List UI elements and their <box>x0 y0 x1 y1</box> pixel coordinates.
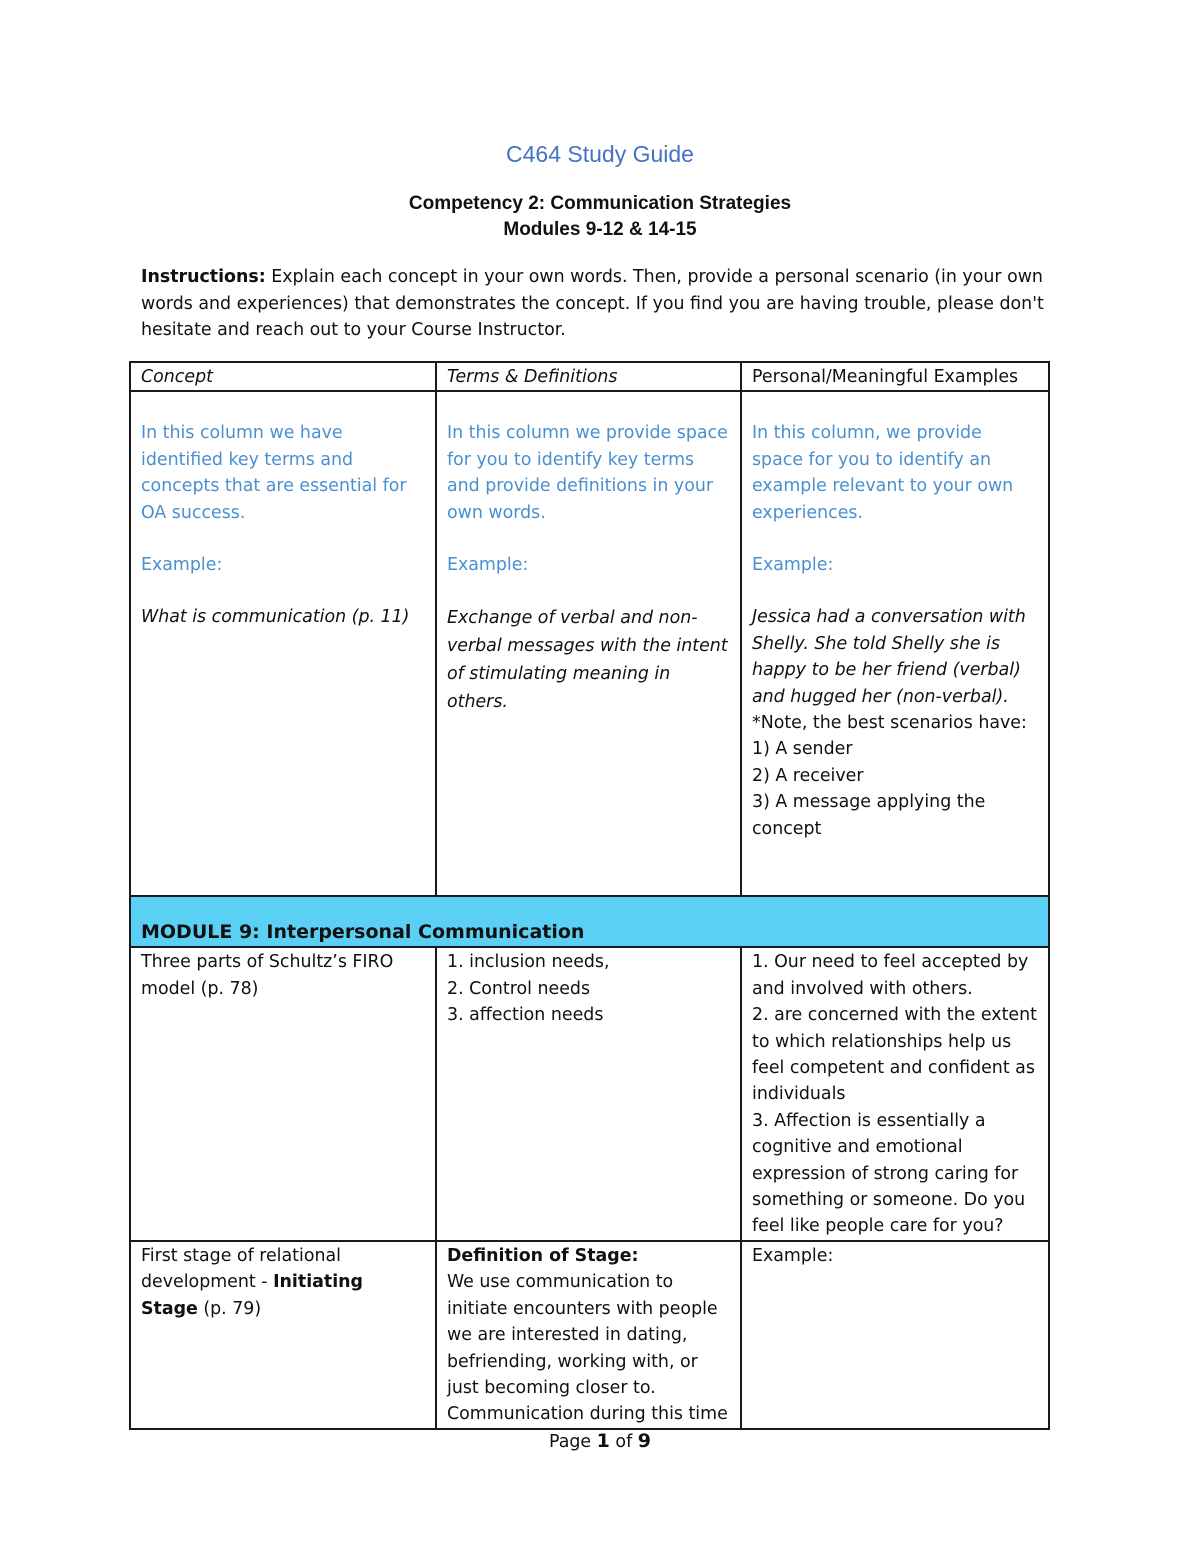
modules-heading: Modules 9-12 & 14-15 <box>503 219 697 240</box>
initiating-terms-label: Definition of Stage: <box>447 1245 639 1266</box>
scenario-tip-line: *Note, the best scenarios have: <box>752 713 1027 734</box>
module-9-cell <box>130 896 1049 947</box>
intro-examples-example-label: Example: <box>752 555 834 576</box>
firo-term: 2. Control needs <box>447 978 591 999</box>
intro-concept-cell <box>130 391 436 896</box>
firo-concept-cell: Three parts of Schultz’s FIRO model (p. 78) <box>130 947 436 1240</box>
initiating-example-label: Example: <box>752 1245 834 1266</box>
table-header-row <box>130 362 1049 391</box>
intro-row <box>130 391 1049 896</box>
firo-term: 1. inclusion needs, <box>447 952 610 973</box>
intro-terms-cell <box>436 391 741 896</box>
initiating-concept-suffix: (p. 79) <box>197 1298 262 1319</box>
intro-examples-note: In this column, we provide space for you to identify an example relevant to your own experiences. <box>752 423 1014 523</box>
initiating-terms-text: We use communication to initiate encounters with people we are interested in dating, befriending, working with, or just becoming closer to. Communication during this time <box>447 1272 728 1425</box>
document-title: C464 Study Guide <box>506 141 694 167</box>
intro-concept-note: In this column we have identified key terms and concepts that are essential for OA success. <box>141 423 407 523</box>
footer-page-number: 1 <box>596 1430 610 1452</box>
module-9-row <box>130 896 1049 947</box>
table-row <box>130 1241 1049 1429</box>
firo-example: 1. Our need to feel accepted by and involved with others. <box>752 952 1029 999</box>
intro-terms-note: In this column we provide space for you to identify key terms and provide definitions in your own words. <box>447 423 728 523</box>
firo-example: 3. Affection is essentially a cognitive and emotional expression of strong caring for something or someone. Do you feel like people care for you? <box>752 1110 1026 1237</box>
initiating-terms-cell <box>436 1241 741 1429</box>
instructions-text: Explain each concept in your own words. Then, provide a personal scenario (in your own words and experiences) that demonstrates the concept. If you find you are having trouble, please don't hesitate and reach out to your Course Instructor. <box>141 267 1044 340</box>
footer-page-total: 9 <box>637 1430 651 1452</box>
footer-of-label: of <box>609 1432 638 1452</box>
initiating-example-cell <box>741 1241 1049 1429</box>
intro-terms-example: Exchange of verbal and non-verbal messages with the intent of stimulating meaning in others. <box>447 608 728 713</box>
module-9-title: MODULE 9: Interpersonal Communication <box>141 921 585 943</box>
table-row <box>130 947 1049 1240</box>
header-personal-examples: Personal/Meaningful Examples <box>741 362 1049 391</box>
initiating-concept-prefix: First stage of relational development - <box>141 1245 341 1293</box>
intro-concept-example-label: Example: <box>141 555 223 576</box>
intro-examples-cell <box>741 391 1049 896</box>
header-terms-definitions: Terms & Definitions <box>436 362 741 391</box>
firo-terms-cell <box>436 947 741 1240</box>
firo-example: 2. are concerned with the extent to which relationships help us feel competent and confident as individuals <box>752 1005 1037 1105</box>
firo-examples-cell <box>741 947 1049 1240</box>
instructions-paragraph <box>141 264 1061 344</box>
page-footer <box>0 1430 1200 1452</box>
intro-examples-example: Jessica had a conversation with Shelly. She told Shelly she is happy to be her friend (verbal) and hugged her (non-verbal). <box>752 607 1026 707</box>
competency-heading: Competency 2: Communication Strategies <box>408 193 792 214</box>
scenario-tip-line: 3) A message applying the concept <box>752 792 986 839</box>
scenario-tip-line: 2) A receiver <box>752 765 864 786</box>
scenario-tip-line: 1) A sender <box>752 739 853 760</box>
header-concept: Concept <box>130 362 436 391</box>
footer-page-label: Page <box>549 1432 597 1452</box>
initiating-concept-cell <box>130 1241 436 1429</box>
study-guide-table <box>129 361 1050 1430</box>
initiating-concept-bold: Initiating Stage <box>141 1272 363 1319</box>
firo-term: 3. affection needs <box>447 1005 604 1026</box>
instructions-label: Instructions: <box>141 267 266 287</box>
intro-concept-example: What is communication (p. 11) <box>141 607 410 628</box>
intro-terms-example-label: Example: <box>447 555 529 576</box>
